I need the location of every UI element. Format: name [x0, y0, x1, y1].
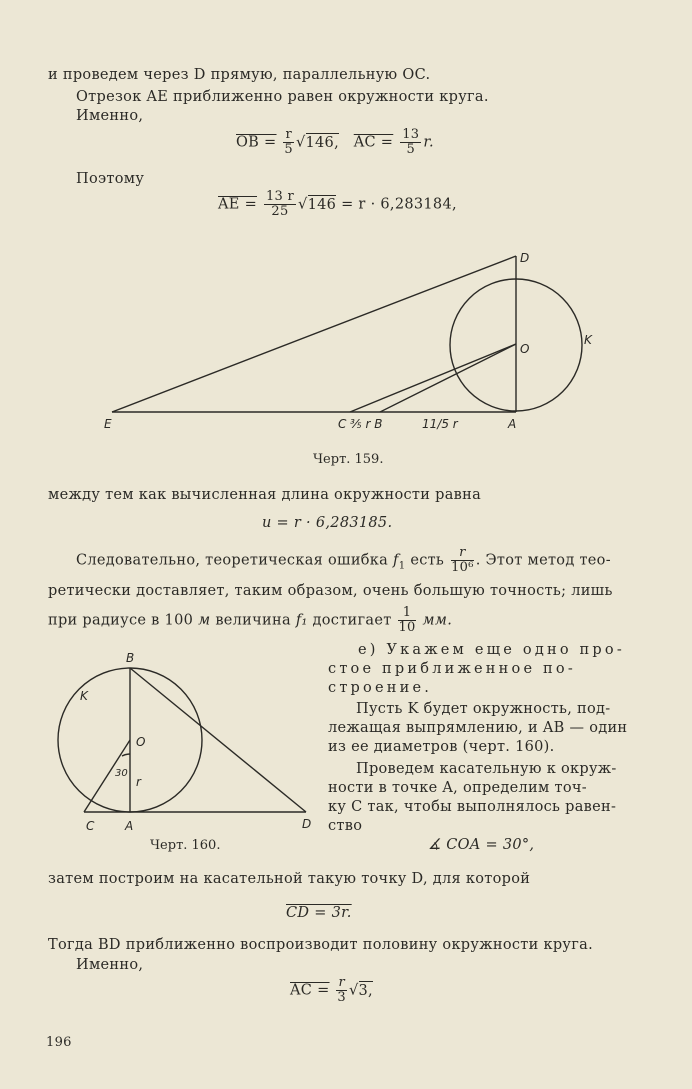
text-line: лежащая выпрямлению, и AB — один	[328, 720, 628, 736]
text-line: Тогда BD приближенно воспроизводит половину окружности круга.	[48, 937, 594, 953]
text-line: Отрезок AE приближенно равен окружности круга.	[76, 89, 489, 105]
sqrt: 146,	[305, 134, 339, 151]
text-line: ство	[328, 818, 363, 834]
label-r115: 11/5 r	[422, 417, 458, 431]
line-bd	[130, 668, 306, 812]
text-part: достигает	[312, 612, 392, 629]
text-line: ретически доставляет, таким образом, очень большую точность; лишь	[48, 583, 613, 599]
label-a: A	[508, 417, 517, 431]
label-angle: 30	[115, 768, 128, 779]
label-k-160: K	[80, 689, 88, 703]
label-d-160: D	[302, 817, 312, 831]
eq-ac: AC =	[290, 982, 330, 999]
eq-tail: r.	[423, 134, 434, 151]
equation-ob-ac: OB = $\frac{r}{5}$ √146, AC = $\frac{13}{5}$ r.	[236, 127, 434, 157]
label-o: O	[520, 342, 530, 356]
sqrt: 146	[307, 196, 337, 213]
label-c-160: C	[86, 819, 95, 833]
equation-ae: AE = $\frac{13 r}{25}$ √146 = r · 6,283184,	[218, 189, 457, 219]
denominator: 5	[284, 142, 293, 157]
numerator: 1	[398, 606, 415, 621]
denominator: 25	[271, 204, 289, 219]
sqrt: 3,	[358, 982, 373, 999]
line-co	[350, 344, 516, 412]
text-part: величина	[215, 612, 291, 629]
unit-mm: мм.	[422, 612, 453, 629]
var-f: f	[393, 552, 399, 569]
text-line: затем построим на касательной такую точку D, для которой	[48, 871, 531, 887]
fraction	[336, 976, 347, 1005]
text-line: Именно,	[76, 108, 144, 124]
numerator: r	[451, 546, 474, 561]
denominator: 3	[337, 990, 346, 1005]
text-line: стое приближенное по-	[328, 661, 576, 677]
text-line: и проведем через D прямую, параллельную OC.	[48, 67, 431, 83]
eq-ob: OB =	[236, 134, 277, 151]
text-line: Пусть K будет окружность, под-	[356, 701, 611, 717]
text-part: . Этот метод тео-	[475, 552, 611, 569]
angle-arc	[122, 754, 130, 756]
denominator: 5	[406, 142, 416, 157]
caption-160: Черт. 160.	[150, 838, 221, 853]
numerator: 13 r	[265, 189, 295, 204]
text-line: Именно,	[76, 957, 144, 973]
label-c: C	[338, 417, 347, 431]
text-line: Поэтому	[76, 171, 145, 187]
sub: 1	[398, 560, 406, 572]
text-line: строение.	[328, 680, 433, 696]
text-line: из ее диаметров (черт. 160).	[328, 739, 555, 755]
line-bo	[380, 344, 516, 412]
label-r: r	[136, 775, 141, 789]
label-d: D	[520, 251, 530, 265]
numerator: 13	[402, 127, 420, 142]
label-e: E	[104, 417, 112, 431]
var-f1: f₁	[295, 612, 308, 629]
text-part: есть	[410, 552, 445, 569]
label-a-160: A	[125, 819, 134, 833]
page-number: 196	[46, 1035, 72, 1050]
denominator: 10⁶	[451, 560, 474, 575]
text-line: ности в точке A, определим точ-	[328, 780, 587, 796]
label-b: B	[126, 651, 135, 665]
label-cb: ⅗ r B	[350, 417, 383, 431]
label-o-160: O	[136, 735, 146, 749]
text-part: Следовательно, теоретическая ошибка	[76, 552, 389, 569]
text-part: при радиусе в 100	[48, 612, 194, 629]
eq-ae: AE =	[218, 196, 258, 213]
equation-coa: ∡ COA = 30°,	[428, 837, 535, 853]
text-line: ку C так, чтобы выполнялось равен-	[328, 799, 617, 815]
equation-cd: CD = 3r.	[286, 905, 352, 921]
equation-ac2: AC = $\frac{r}{3}$ √3,	[290, 975, 373, 1005]
numerator: r	[285, 127, 292, 142]
equation-u: u = r · 6,283185.	[262, 515, 393, 531]
caption-159: Черт. 159.	[313, 452, 384, 467]
label-k: K	[584, 333, 592, 347]
numerator: r	[338, 975, 345, 990]
eq-tail: = r · 6,283184,	[341, 196, 457, 213]
unit-m: м	[198, 612, 211, 629]
fraction	[398, 606, 415, 635]
line-ed	[112, 256, 516, 412]
text-line: е) Укажем еще одно про-	[358, 642, 625, 658]
denominator: 10	[398, 620, 416, 635]
text-line	[48, 606, 452, 635]
text-line: между тем как вычисленная длина окружности равна	[48, 487, 482, 503]
text-line	[76, 546, 611, 575]
text-line: Проведем касательную к окруж-	[356, 761, 617, 777]
eq-ac: AC =	[353, 134, 394, 151]
fraction	[451, 546, 474, 575]
